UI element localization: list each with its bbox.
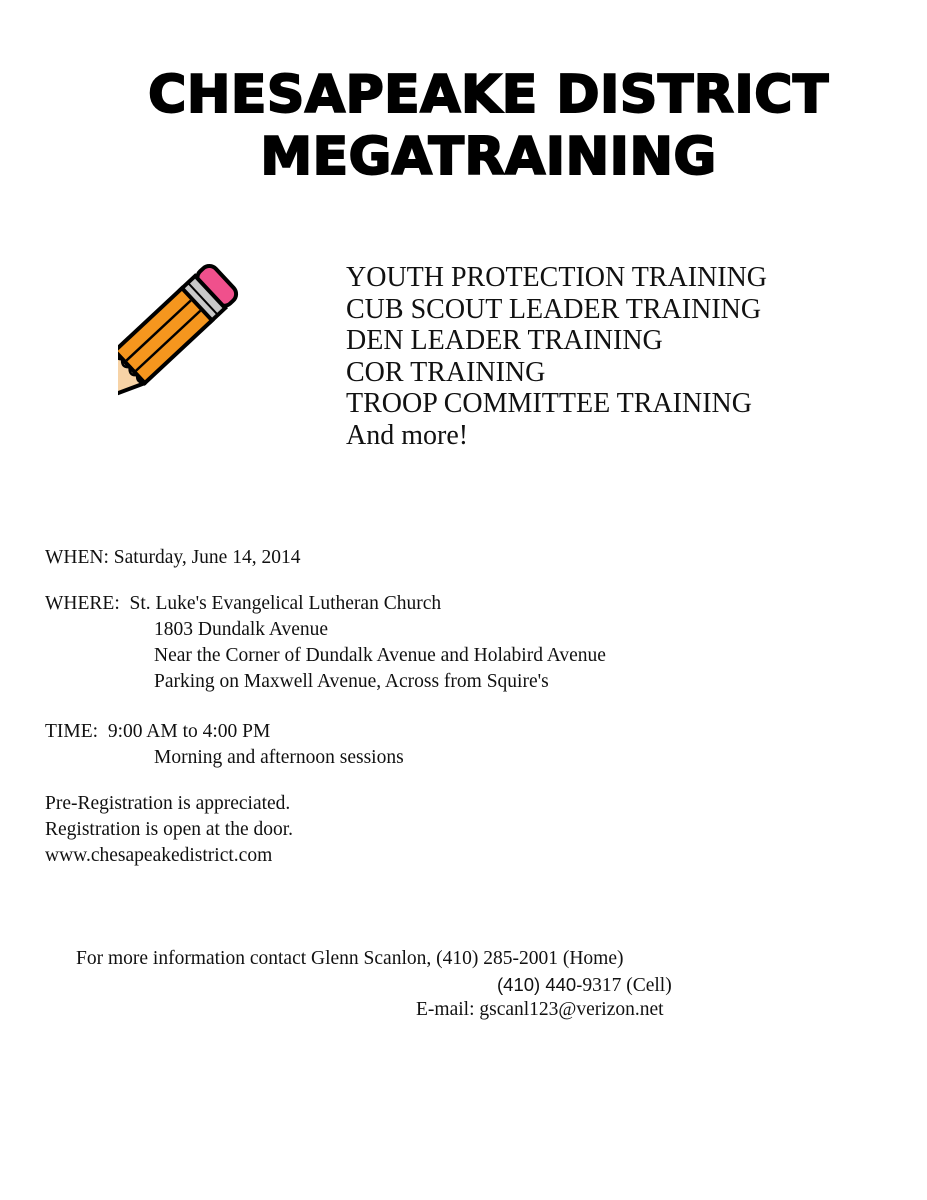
training-list (346, 262, 767, 451)
time-section (45, 719, 404, 771)
where-address: 1803 Dundalk Avenue (154, 619, 329, 640)
title-line-1: CHESAPEAKE DISTRICT (148, 65, 829, 125)
contact-cell-rest: 9317 (Cell) (582, 975, 672, 996)
where-directions: Near the Corner of Dundalk Avenue and Holabird Avenue (154, 645, 606, 666)
contact-email[interactable]: E-mail: gscanl123@verizon.net (416, 999, 664, 1020)
training-item: COR TRAINING (346, 356, 546, 388)
when-value: Saturday, June 14, 2014 (113, 547, 301, 568)
where-parking: Parking on Maxwell Avenue, Across from Squire's (154, 671, 549, 692)
time-value: 9:00 AM to 4:00 PM (107, 721, 271, 742)
website-link[interactable]: www.chesapeakedistrict.com (45, 845, 273, 866)
contact-cell (497, 972, 672, 999)
training-item: DEN LEADER TRAINING (346, 325, 663, 356)
where-venue: St. Luke's Evangelical Lutheran Church (129, 593, 442, 614)
training-item: CUB SCOUT LEADER TRAINING (346, 293, 762, 325)
when-section (45, 545, 300, 571)
registration-section (45, 791, 293, 869)
title-line-2: MEGATRAINING (260, 127, 717, 187)
preregistration-text: Pre-Registration is appreciated. (45, 793, 291, 814)
training-item: TROOP COMMITTEE TRAINING (346, 388, 752, 419)
contact-home: For more information contact Glenn Scanlon, (410) 285-2001 (Home) (76, 948, 624, 969)
time-note: Morning and afternoon sessions (154, 747, 404, 768)
training-item: And more! (346, 419, 469, 451)
training-item: YOUTH PROTECTION TRAINING (346, 262, 768, 293)
contact-cell-number: (410) 440- (497, 974, 583, 995)
registration-text: Registration is open at the door. (45, 819, 294, 840)
where-section (45, 591, 606, 695)
pencil-icon (118, 262, 278, 432)
when-label: WHEN: (45, 547, 109, 568)
time-label: TIME: (45, 721, 99, 742)
where-label: WHERE: (45, 593, 120, 614)
